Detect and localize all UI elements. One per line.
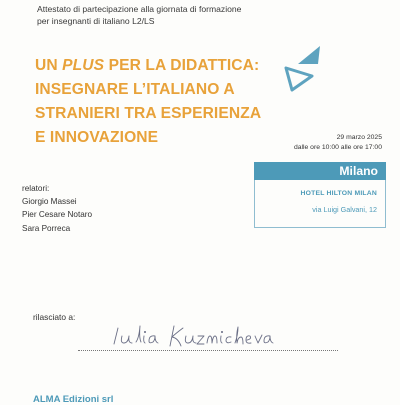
venue-box: [254, 180, 386, 228]
speakers-list: [22, 182, 92, 235]
event-city: Milano: [254, 162, 386, 180]
publisher-name: ALMA Edizioni srl: [33, 394, 114, 405]
recipient-signature: [108, 318, 278, 354]
venue-name: HOTEL HILTON MILAN: [300, 190, 377, 197]
signature-line: [78, 350, 338, 351]
title-line-1: [35, 54, 295, 78]
issued-to-label: rilasciato a:: [33, 312, 76, 322]
course-title: [35, 54, 295, 150]
speaker-name: Sara Porreca: [22, 223, 71, 233]
title-line-2: INSEGNARE L’ITALIANO A: [35, 81, 235, 98]
title-line-3: STRANIERI TRA ESPERIENZA: [35, 105, 262, 122]
title-line-4: E INNOVAZIONE: [35, 129, 159, 146]
certificate-intro: [37, 3, 297, 27]
triangle-large-icon: [296, 44, 322, 66]
event-time: dalle ore 10:00 alle ore 17:00: [293, 143, 382, 151]
intro-line-2: per insegnanti di italiano L2/LS: [37, 16, 155, 26]
title-line-1-italic: PLUS: [62, 57, 105, 74]
speaker-name: Pier Cesare Notaro: [22, 210, 93, 220]
title-line-1-post: PER LA DIDATTICA:: [104, 57, 260, 74]
intro-line-1: Attestato di partecipazione alla giornata di formazione: [37, 4, 242, 14]
event-date: 29 marzo 2025: [336, 134, 382, 141]
speakers-label: relatori:: [22, 184, 50, 193]
event-date-time: [294, 133, 382, 152]
venue-address: via Luigi Galvani, 12: [312, 205, 377, 214]
speaker-name: Giorgio Massei: [22, 197, 77, 207]
title-line-1-pre: UN: [35, 57, 63, 74]
